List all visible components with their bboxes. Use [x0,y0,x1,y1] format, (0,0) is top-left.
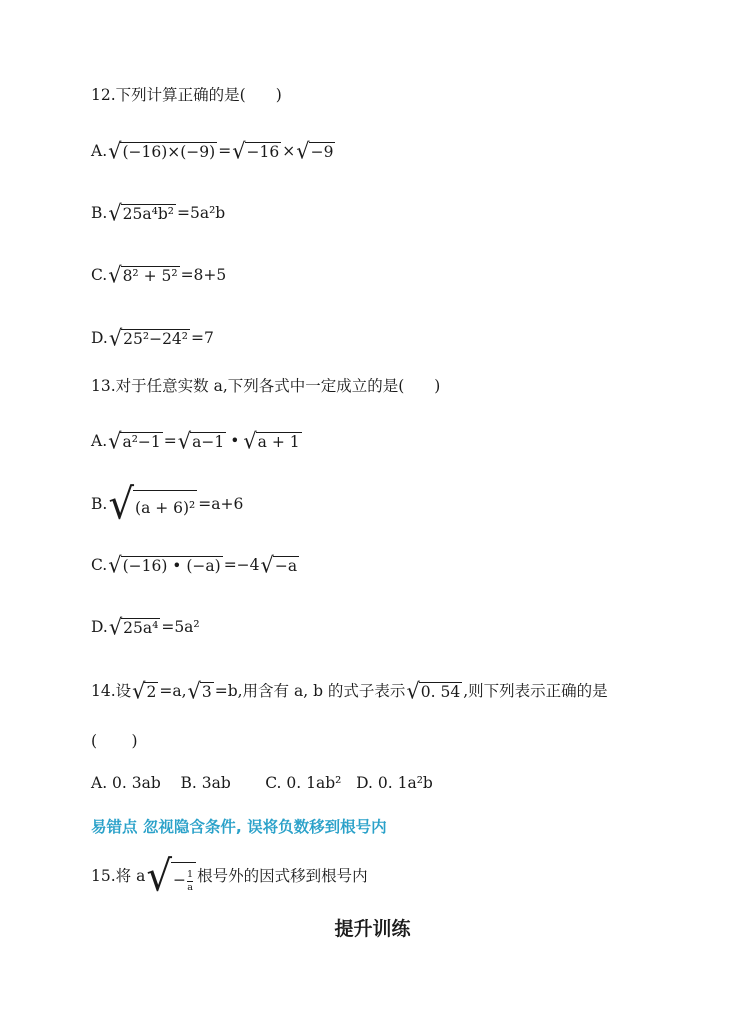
equals: = [218,141,232,160]
option-result: =5a²b [176,203,226,222]
error-prone-note: 易错点 忽视隐含条件, 误将负数移到根号内 [91,818,387,836]
radicand: 25a⁴b² [122,205,174,224]
radicand: a−1 [192,433,225,452]
fraction [187,870,193,892]
q14-stem-start: 14.设 [91,681,132,700]
radical: √ a + 1 [243,428,300,454]
radical: √ (−16)×(−9) [108,138,216,164]
radical: √ 25a⁴b² [108,200,174,226]
options-text: A. 0. 3ab B. 3ab C. 0. 1ab² D. 0. 1a²b [91,774,433,792]
radicand: 25²−24² [123,330,189,349]
q15-stem-start: 15.将 a [91,867,146,886]
q14-stem-mid: =b,用含有 a, b 的式子表示 [214,681,406,700]
radical: √ (a + 6)² [108,479,196,530]
option-label: D. [91,328,108,347]
option-label: C. [91,265,108,284]
radicand: 3 [201,683,212,702]
q13-stem-text: 13.对于任意实数 a,下列各式中一定成立的是( [91,377,405,395]
radicand: −9 [310,143,334,162]
q12-option-b [91,200,226,226]
radical: √ a²−1 [108,428,161,454]
radicand: 8² + 5² [122,267,178,286]
minus-sign: − [173,871,187,890]
denominator: a [187,881,193,893]
times: × [282,141,296,160]
radicand: 2 [146,683,157,702]
radical: √ − $\frac{1}{a}$ [146,862,196,892]
radicand: (−16) • (−a) [122,557,221,576]
section-title: 提升训练 [334,918,411,940]
q12-option-c [91,262,227,288]
radicand: 0. 54 [420,683,461,702]
q13-stem-end: ) [434,377,441,395]
dot: • [230,431,240,450]
q13-option-b [91,479,244,530]
option-label: C. [91,555,108,574]
q13-option-a [91,428,303,454]
option-label: A. [91,141,108,160]
radical: √ 25a⁴ [108,614,159,640]
radical: √ 8² + 5² [108,262,178,288]
q14-stem-end: ,则下列表示正确的是 [463,681,608,700]
option-result: =5a² [161,617,200,636]
radical: √ 0. 54 [406,678,461,704]
q15-stem-end: 根号外的因式移到根号内 [197,867,368,886]
q14-stem-mid: =a, [159,681,187,700]
q12-stem [91,88,282,104]
radical: √ 3 [187,678,212,704]
q12-stem-end: ) [275,86,282,104]
radicand: 25a⁴ [123,619,159,638]
radicand: −a [274,557,298,576]
radicand: a²−1 [122,433,161,452]
radical: √ −16 [232,138,280,164]
answer-blank: ( ) [91,732,138,750]
option-result: =−4 [223,555,260,574]
option-result: =8+5 [180,265,227,284]
radical: √ a−1 [177,428,225,454]
q13-stem [91,379,440,395]
radical: √ 25²−24² [108,325,189,351]
q14-stem [91,678,608,704]
q12-option-a [91,138,336,164]
option-result: =7 [191,328,214,347]
q12-stem-text: 12.下列计算正确的是( [91,86,246,104]
q14-paren [91,734,138,750]
option-label: A. [91,431,108,450]
radicand: (a + 6)² [133,490,197,520]
radical: √ −a [260,552,298,578]
option-result: =a+6 [198,495,244,514]
numerator: 1 [187,869,194,880]
option-label: B. [91,495,108,514]
radical: √ 2 [132,678,157,704]
radicand: (−16)×(−9) [122,143,216,162]
q13-option-c [91,552,300,578]
radicand [171,862,196,892]
radicand: a + 1 [257,433,300,452]
radical: √ −9 [296,138,334,164]
q15-stem [91,851,368,902]
radical: √ (−16) • (−a) [108,552,221,578]
option-label: B. [91,203,108,222]
radicand: −16 [246,143,280,162]
equals: = [163,431,177,450]
option-label: D. [91,617,108,636]
q12-option-d [91,325,214,351]
q13-option-d [91,614,200,640]
q14-options [91,776,433,792]
